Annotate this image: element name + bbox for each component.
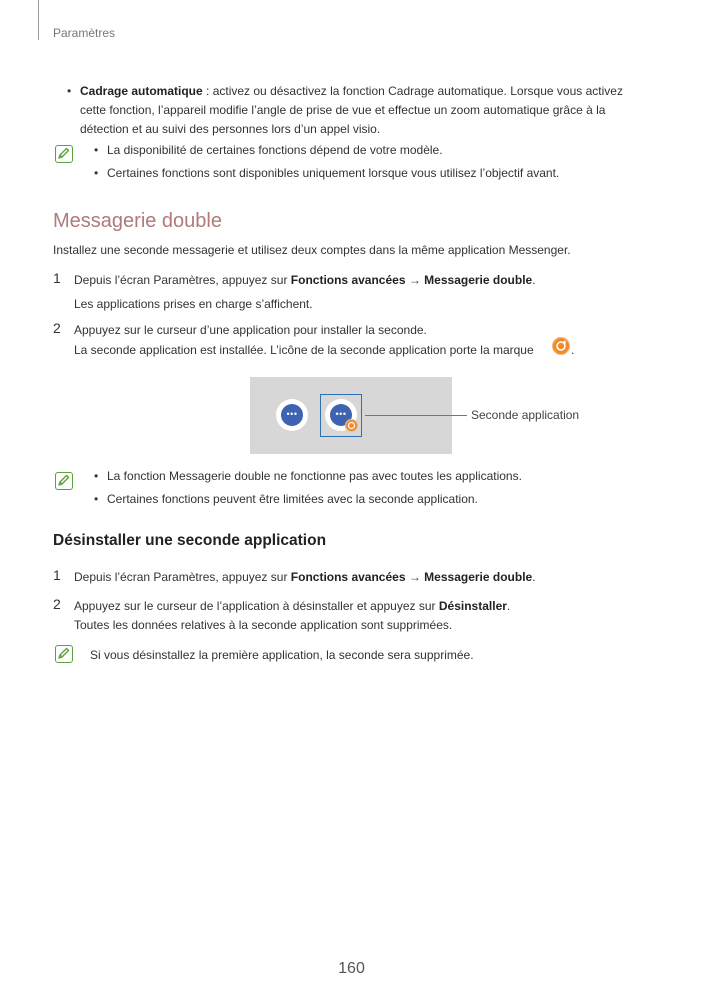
header-title: Paramètres bbox=[53, 26, 116, 40]
section-intro: Installez une seconde messagerie et utilisez deux comptes dans la même application Messenger. bbox=[53, 243, 571, 257]
step-1-menu-1: Fonctions avancées bbox=[290, 273, 406, 287]
uninstall-step-1-pre: Depuis l’écran Paramètres, appuyez sur bbox=[74, 570, 291, 584]
uninstall-step-1-text bbox=[74, 568, 536, 587]
step-2-line2: La seconde application est installée. L’icône de la seconde application porte la marque bbox=[74, 343, 534, 357]
step-1-end: . bbox=[532, 273, 536, 287]
step-1-text bbox=[74, 271, 536, 290]
note1-item-2: • Certaines fonctions sont disponibles uniquement lorsque vous utilisez l’objectif avant. bbox=[107, 164, 559, 183]
second-app-badge-icon bbox=[345, 419, 358, 432]
uninstall-step-2-pre: Appuyez sur le curseur de l’application à désinstaller et appuyez sur bbox=[74, 599, 439, 613]
messenger-dots: ••• bbox=[286, 409, 298, 419]
step-2-number: 2 bbox=[53, 320, 61, 336]
dual-messenger-mark-icon bbox=[552, 337, 570, 355]
note3-text: Si vous désinstallez la première application, la seconde sera supprimée. bbox=[90, 648, 474, 662]
note2-item-2: • Certaines fonctions peuvent être limitées avec la seconde application. bbox=[107, 490, 478, 509]
page-number: 160 bbox=[338, 960, 365, 977]
uninstall-step-2-sub: Toutes les données relatives à la seconde application sont supprimées. bbox=[74, 618, 453, 632]
note1-item-1: • La disponibilité de certaines fonctions dépend de votre modèle. bbox=[107, 141, 443, 160]
note-icon bbox=[55, 472, 73, 490]
note-icon bbox=[55, 145, 73, 163]
second-messenger-app-icon[interactable] bbox=[325, 399, 357, 431]
step-1-pre: Depuis l’écran Paramètres, appuyez sur bbox=[74, 273, 291, 287]
bullet-cadrage bbox=[80, 82, 623, 101]
uninstall-step-1-arrow: → bbox=[405, 570, 425, 584]
step-1-menu-2: Messagerie double bbox=[424, 273, 533, 287]
uninstall-step-1-menu-2: Messagerie double bbox=[424, 570, 533, 584]
second-messenger-dots: ••• bbox=[335, 409, 347, 419]
cadrage-line3: détection et au suivi des personnes lors d’un appel visio. bbox=[80, 122, 381, 136]
note2-item-1: • La fonction Messagerie double ne fonctionne pas avec toutes les applications. bbox=[107, 467, 522, 486]
messenger-app-icon[interactable] bbox=[276, 399, 308, 431]
uninstall-step-1-end: . bbox=[532, 570, 536, 584]
subsection-title: Désinstaller une seconde application bbox=[53, 532, 327, 549]
cadrage-line1: : activez ou désactivez la fonction Cadrage automatique. Lorsque vous activez bbox=[202, 84, 623, 98]
cadrage-line2: cette fonction, l’appareil modifie l’angle de prise de vue et effectue un zoom automatique grâce à la bbox=[80, 103, 606, 117]
uninstall-step-2-end: . bbox=[506, 599, 511, 613]
header-rule bbox=[38, 0, 39, 40]
step-1-sub: Les applications prises en charge s’affichent. bbox=[74, 297, 313, 311]
uninstall-step-1-menu-1: Fonctions avancées bbox=[290, 570, 406, 584]
term-cadrage: Cadrage automatique bbox=[80, 84, 203, 98]
step-1-arrow: → bbox=[405, 273, 425, 287]
note-icon bbox=[55, 645, 73, 663]
uninstall-step-2-action: Désinstaller bbox=[438, 599, 507, 613]
uninstall-step-2-text bbox=[74, 597, 510, 616]
step-1-number: 1 bbox=[53, 270, 61, 286]
uninstall-step-2-number: 2 bbox=[53, 596, 61, 612]
uninstall-step-1-number: 1 bbox=[53, 567, 61, 583]
step-2-line1: Appuyez sur le curseur d’une application pour installer la seconde. bbox=[74, 323, 427, 337]
section-title: Messagerie double bbox=[53, 210, 222, 232]
step-2-end: . bbox=[571, 343, 575, 357]
callout-label: Seconde application bbox=[471, 408, 580, 422]
callout-line bbox=[365, 415, 467, 416]
